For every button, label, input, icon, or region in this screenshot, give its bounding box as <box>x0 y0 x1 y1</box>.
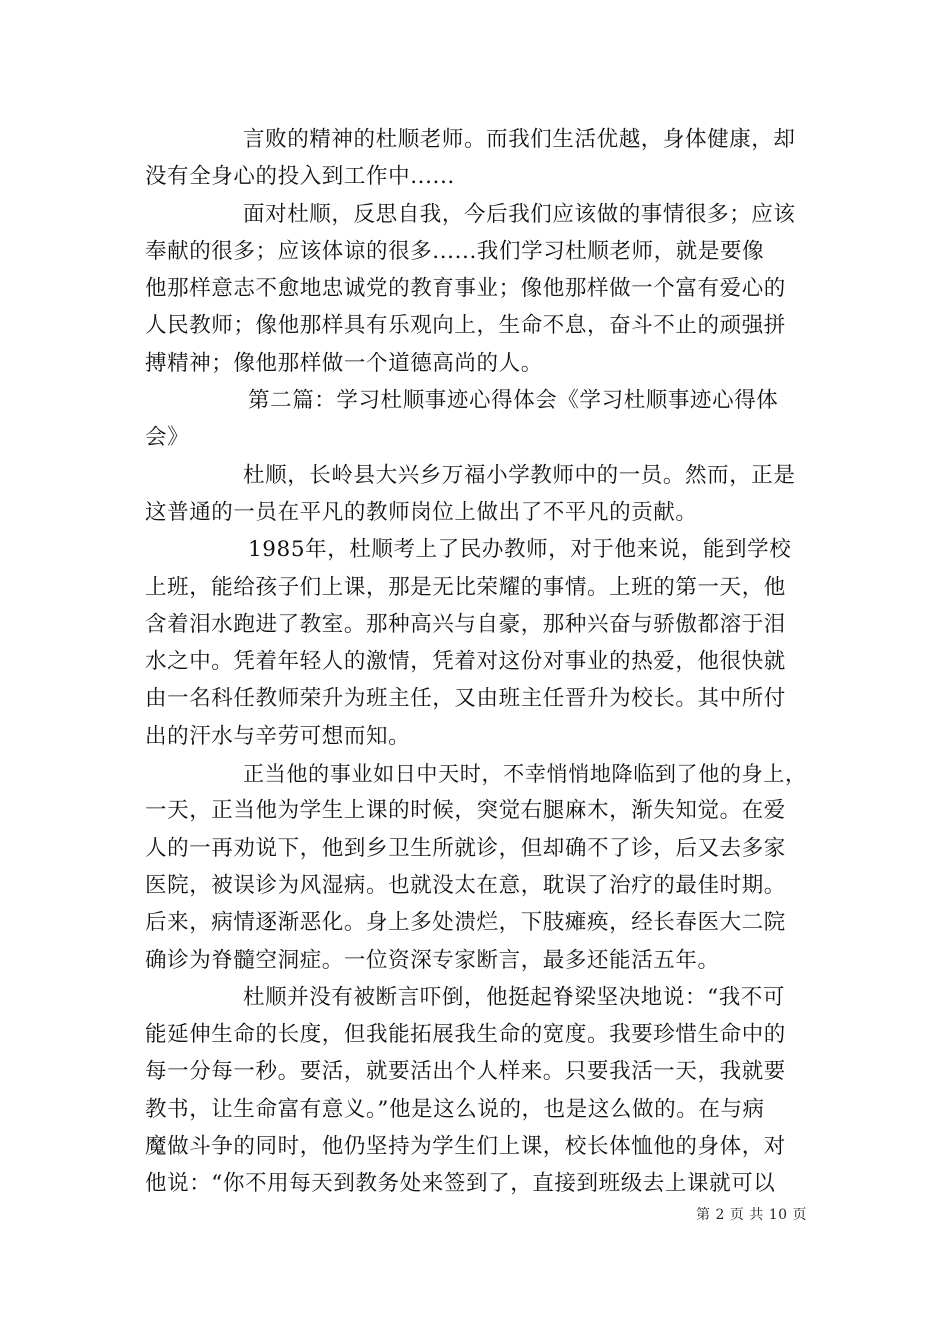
text-line: 含着泪水跑进了教室。那种高兴与自豪，那种兴奋与骄傲都溶于泪 <box>145 611 786 637</box>
text-line: 人民教师；像他那样具有乐观向上，生命不息，奋斗不止的顽强拼 <box>145 313 786 339</box>
text-line: 搏精神；像他那样做一个道德高尚的人。 <box>145 350 543 376</box>
text-line: 这普通的一员在平凡的教师岗位上做出了不平凡的贡献。 <box>145 499 698 525</box>
text-line: 言败的精神的杜顺老师。而我们生活优越，身体健康，却 <box>243 127 796 152</box>
text-line: 杜顺并没有被断言吓倒，他挺起脊梁坚决地说：“我不可 <box>243 984 785 1010</box>
text-line: 能延伸生命的长度，但我能拓展我生命的宽度。我要珍惜生命中的 <box>145 1022 786 1048</box>
text-line: 面对杜顺，反思自我，今后我们应该做的事情很多；应该 <box>243 201 796 227</box>
text-line: 正当他的事业如日中天时，不幸悄悄地降临到了他的身上， <box>243 761 807 787</box>
section-heading-continued: 会》 <box>145 425 190 451</box>
text-line: 出的汗水与辛劳可想而知。 <box>145 723 411 749</box>
page-number-footer: 第 2 页 共 10 页 <box>696 1207 807 1223</box>
text-line: 确诊为脊髓空洞症。一位资深专家断言，最多还能活五年。 <box>145 947 720 973</box>
text-line: 后来，病情逐渐恶化。身上多处溃烂，下肢瘫痪，经长春医大二院 <box>145 910 786 936</box>
text-line: 魔做斗争的同时，他仍坚持为学生们上课，校长体恤他的身体，对 <box>145 1134 786 1160</box>
text-line: 他说：“你不用每天到教务处来签到了，直接到班级去上课就可以 <box>145 1171 776 1197</box>
text-line: 每一分每一秒。要活，就要活出个人样来。只要我活一天，我就要 <box>145 1059 786 1085</box>
text-line: 杜顺，长岭县大兴乡万福小学教师中的一员。然而，正是 <box>243 462 796 488</box>
section-heading: 第二篇：学习杜顺事迹心得体会《学习杜顺事迹心得体 <box>248 388 779 414</box>
text-line: 教书，让生命富有意义。”他是这么说的，也是这么做的。在与病 <box>145 1096 765 1122</box>
text-line: 人的一再劝说下，他到乡卫生所就诊，但却确不了诊，后又去多家 <box>145 835 786 861</box>
text-line: 没有全身心的投入到工作中...... <box>145 164 455 190</box>
text-line: 一天，正当他为学生上课的时候，突觉右腿麻木，渐失知觉。在爱 <box>145 798 786 824</box>
text-line: 医院，被误诊为风湿病。也就没太在意，耽误了治疗的最佳时期。 <box>145 872 786 898</box>
text-line: 1985年，杜顺考上了民办教师，对于他来说，能到学校 <box>248 537 792 563</box>
text-line: 由一名科任教师荣升为班主任，又由班主任晋升为校长。其中所付 <box>145 686 786 712</box>
text-line: 水之中。凭着年轻人的激情，凭着对这份对事业的热爱，他很快就 <box>145 649 786 675</box>
text-line: 他那样意志不愈地忠诚党的教育事业；像他那样做一个富有爱心的 <box>145 276 786 302</box>
text-line: 奉献的很多；应该体谅的很多......我们学习杜顺老师，就是要像 <box>145 238 765 264</box>
document-body <box>145 121 805 1203</box>
text-line: 上班，能给孩子们上课，那是无比荣耀的事情。上班的第一天，他 <box>145 574 786 600</box>
